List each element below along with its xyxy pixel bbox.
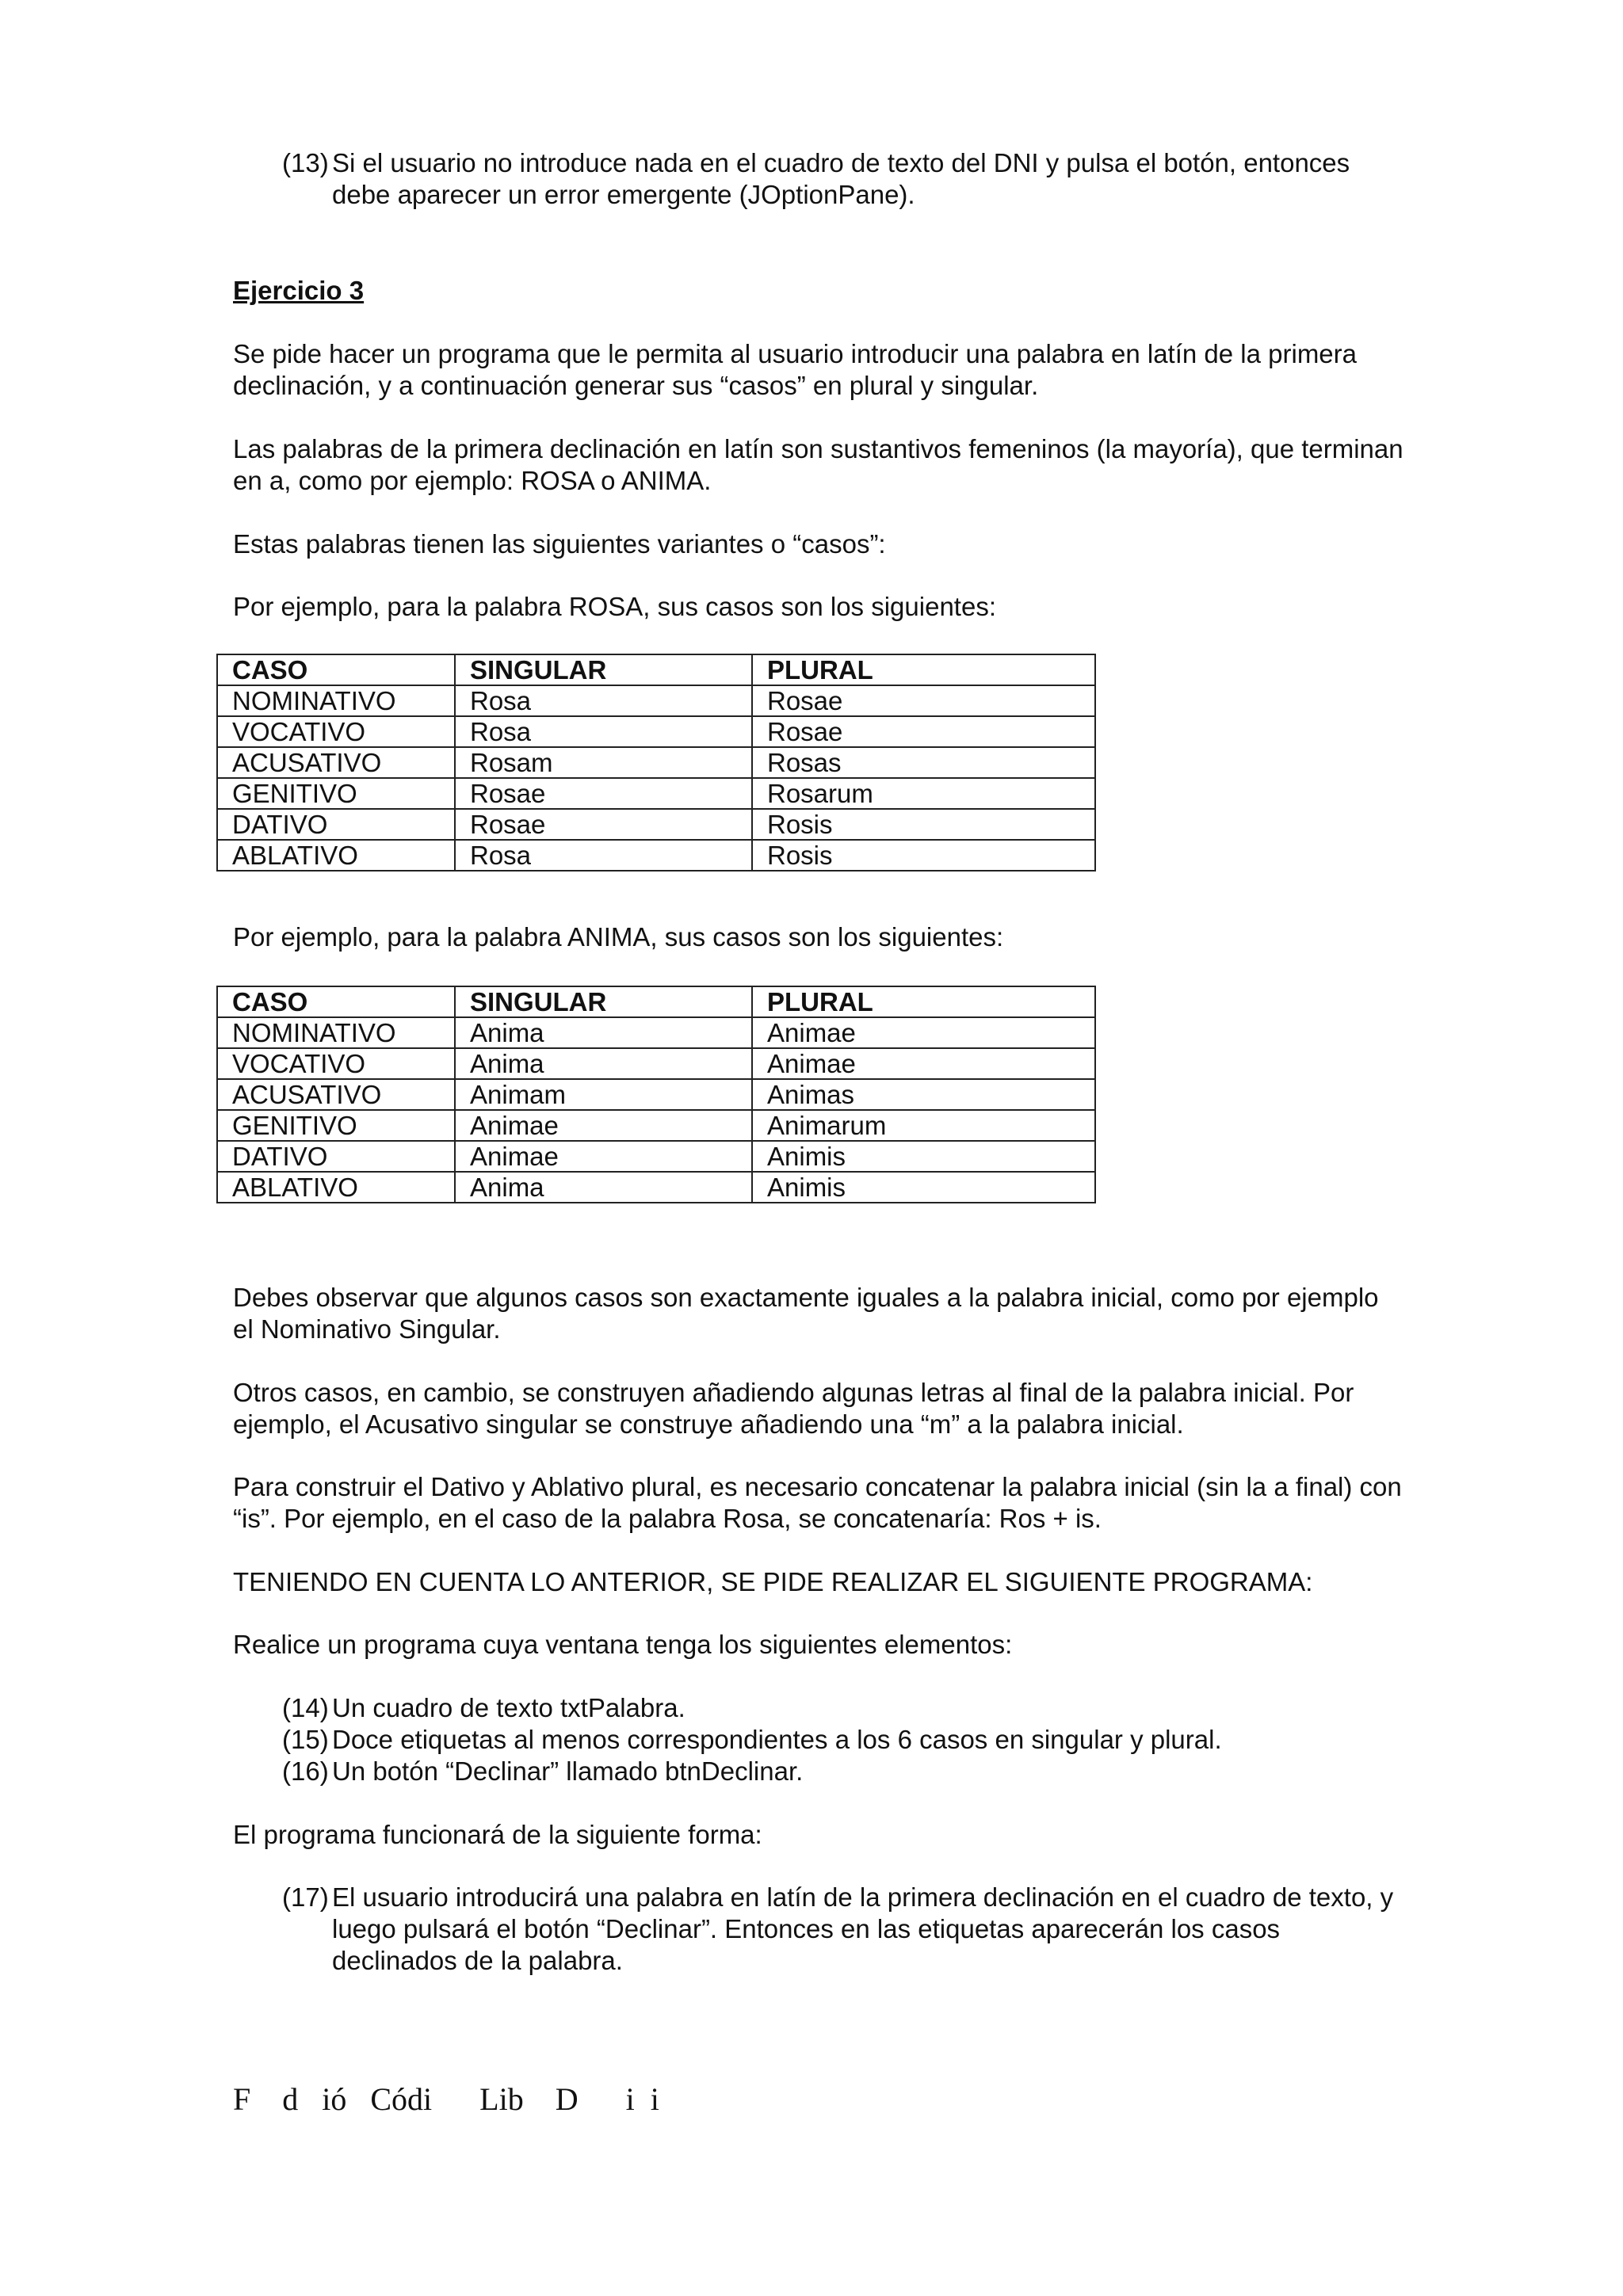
table-row <box>217 747 1095 778</box>
paragraph-functioning: El programa funcionará de la siguiente forma: <box>233 1820 762 1849</box>
cell-case: VOCATIVO <box>217 1048 455 1079</box>
cell-case: DATIVO <box>217 809 455 840</box>
table-row <box>217 1048 1095 1079</box>
cell-plural: Animarum <box>752 1110 1095 1141</box>
section-heading: Ejercicio 3 <box>233 276 365 305</box>
table-row <box>217 685 1095 716</box>
cell-case: VOCATIVO <box>217 716 455 747</box>
cell-case: ACUSATIVO <box>217 1079 455 1110</box>
list-item-17 <box>282 1882 1407 1977</box>
rosa-cases-table <box>216 654 1096 871</box>
list-item-number: (15) <box>282 1725 329 1754</box>
cell-case: ABLATIVO <box>217 840 455 871</box>
cell-singular: Animae <box>455 1110 752 1141</box>
cell-plural: Animae <box>752 1048 1095 1079</box>
list-item-14 <box>282 1692 1407 1724</box>
cell-singular: Anima <box>455 1017 752 1048</box>
header-singular: SINGULAR <box>455 654 752 685</box>
list-item-text: Si el usuario no introduce nada en el cuadro de texto del DNI y pulsa el botón, entonces debe aparecer un error emergente (JOptionPane). <box>332 148 1350 209</box>
page-footer: F d ió Códi Lib D i i <box>233 2081 659 2117</box>
list-item-text: Un cuadro de texto txtPalabra. <box>332 1693 685 1722</box>
cell-plural: Animis <box>752 1172 1095 1203</box>
header-caso: CASO <box>217 654 455 685</box>
cell-singular: Animam <box>455 1079 752 1110</box>
table-row <box>217 809 1095 840</box>
header-singular: SINGULAR <box>455 986 752 1017</box>
cell-singular: Animae <box>455 1141 752 1172</box>
cell-singular: Rosae <box>455 778 752 809</box>
cell-plural: Animas <box>752 1079 1095 1110</box>
header-caso: CASO <box>217 986 455 1017</box>
table-row <box>217 1017 1095 1048</box>
paragraph-dativo-ablativo: Para construir el Dativo y Ablativo plural, es necesario concatenar la palabra inicial (sin la a final) con “is”. Por ejemplo, en el caso de la palabra Rosa, se concatenaría: Ros + is. <box>233 1472 1402 1533</box>
table-row <box>217 778 1095 809</box>
list-item-text: El usuario introducirá una palabra en latín de la primera declinación en el cuadro de texto, y luego pulsará el botón “Declinar”. Entonces en las etiquetas aparecerán los casos declinados de la palabra. <box>332 1882 1394 1975</box>
cell-singular: Rosa <box>455 716 752 747</box>
cell-singular: Anima <box>455 1048 752 1079</box>
cell-singular: Rosa <box>455 685 752 716</box>
paragraph-instruction: TENIENDO EN CUENTA LO ANTERIOR, SE PIDE REALIZAR EL SIGUIENTE PROGRAMA: <box>233 1567 1313 1596</box>
paragraph-intro: Se pide hacer un programa que le permita al usuario introducir una palabra en latín de la primera declinación, y a continuación generar sus “casos” en plural y singular. <box>233 339 1358 400</box>
list-item-text: Un botón “Declinar” llamado btnDeclinar. <box>332 1756 804 1786</box>
cell-case: ACUSATIVO <box>217 747 455 778</box>
table-row <box>217 1141 1095 1172</box>
table-header-row <box>217 654 1095 685</box>
cell-plural: Animae <box>752 1017 1095 1048</box>
cell-case: ABLATIVO <box>217 1172 455 1203</box>
cell-case: DATIVO <box>217 1141 455 1172</box>
table-row <box>217 1172 1095 1203</box>
paragraph-anima-example: Por ejemplo, para la palabra ANIMA, sus casos son los siguientes: <box>233 922 1004 952</box>
cell-plural: Animis <box>752 1141 1095 1172</box>
list-item-number: (13) <box>282 148 329 177</box>
list-item-number: (17) <box>282 1882 329 1912</box>
table-row <box>217 1110 1095 1141</box>
list-item-16 <box>282 1756 1407 1787</box>
cell-singular: Rosae <box>455 809 752 840</box>
header-plural: PLURAL <box>752 654 1095 685</box>
cell-plural: Rosis <box>752 840 1095 871</box>
cell-singular: Anima <box>455 1172 752 1203</box>
cell-plural: Rosas <box>752 747 1095 778</box>
paragraph-first-declension: Las palabras de la primera declinación en latín son sustantivos femeninos (la mayoría), que terminan en a, como por ejemplo: ROSA o ANIMA. <box>233 434 1403 495</box>
list-item-number: (16) <box>282 1756 329 1786</box>
list-item-13 <box>282 147 1407 211</box>
list-item-number: (14) <box>282 1693 329 1722</box>
paragraph-other-cases: Otros casos, en cambio, se construyen añadiendo algunas letras al final de la palabra inicial. Por ejemplo, el Acusativo singular se construye añadiendo una “m” a la palabra inicial. <box>233 1378 1354 1439</box>
paragraph-observe: Debes observar que algunos casos son exactamente iguales a la palabra inicial, como por ejemplo el Nominativo Singular. <box>233 1283 1379 1344</box>
paragraph-elements-intro: Realice un programa cuya ventana tenga los siguientes elementos: <box>233 1630 1013 1659</box>
paragraph-variants: Estas palabras tienen las siguientes variantes o “casos”: <box>233 529 886 559</box>
cell-plural: Rosae <box>752 716 1095 747</box>
table-row <box>217 840 1095 871</box>
cell-plural: Rosae <box>752 685 1095 716</box>
cell-singular: Rosa <box>455 840 752 871</box>
cell-singular: Rosam <box>455 747 752 778</box>
cell-case: NOMINATIVO <box>217 1017 455 1048</box>
cell-plural: Rosis <box>752 809 1095 840</box>
table-row <box>217 1079 1095 1110</box>
cell-plural: Rosarum <box>752 778 1095 809</box>
cell-case: GENITIVO <box>217 1110 455 1141</box>
cell-case: NOMINATIVO <box>217 685 455 716</box>
list-item-15 <box>282 1724 1407 1756</box>
list-item-text: Doce etiquetas al menos correspondientes a los 6 casos en singular y plural. <box>332 1725 1222 1754</box>
table-row <box>217 716 1095 747</box>
cell-case: GENITIVO <box>217 778 455 809</box>
header-plural: PLURAL <box>752 986 1095 1017</box>
paragraph-rosa-example: Por ejemplo, para la palabra ROSA, sus casos son los siguientes: <box>233 592 996 621</box>
table-header-row <box>217 986 1095 1017</box>
anima-cases-table <box>216 986 1096 1203</box>
